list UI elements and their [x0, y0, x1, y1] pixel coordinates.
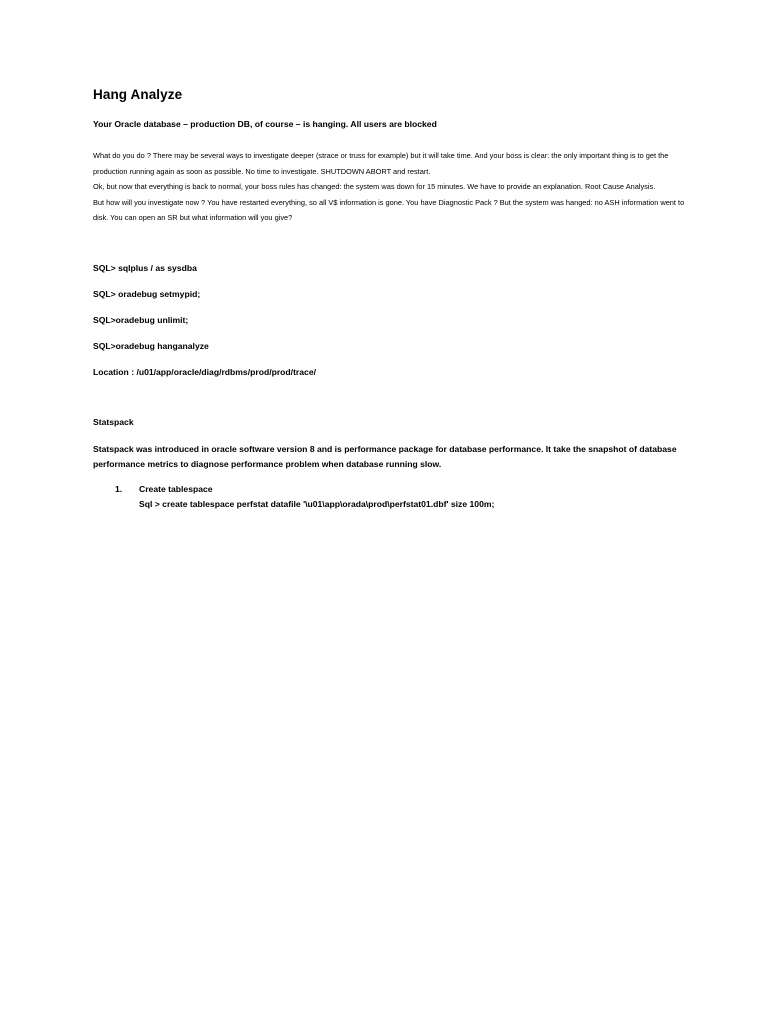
command-line: SQL> sqlplus / as sysdba: [93, 263, 197, 273]
steps-list: [115, 482, 494, 511]
intro-paragraph: What do you do ? There may be several ways to investigate deeper (strace or truss for example) but it will take time. And your boss is clear: the only important thing is to get the production running again as soon as possible. No time to investigate. SHUTDOWN ABORT and restart.: [93, 151, 669, 176]
page-subtitle: Your Oracle database – production DB, of course – is hanging. All users are blocked: [93, 119, 437, 129]
list-item-body: [139, 482, 494, 511]
page-title: Hang Analyze: [93, 87, 183, 102]
list-item-number: 1.: [115, 484, 123, 494]
list-item: [115, 482, 494, 511]
intro-text: [93, 148, 693, 226]
command-line: SQL>oradebug hanganalyze: [93, 341, 209, 351]
intro-paragraph: Ok, but now that everything is back to normal, your boss rules has changed: the system was down for 15 minutes. We have to provide an explanation. Root Cause Analysis.: [93, 182, 656, 191]
command-line: SQL> oradebug setmypid;: [93, 289, 201, 299]
statspack-heading: Statspack: [93, 417, 134, 427]
intro-paragraph: But how will you investigate now ? You have restarted everything, so all V$ information is gone. You have Diagnostic Pack ? But the system was hanged: no ASH information went to disk. You can open an SR but what information will you give?: [93, 197, 685, 222]
command-line: SQL>oradebug unlimit;: [93, 315, 189, 325]
list-item-command: Sql > create tablespace perfstat datafile '\u01\app\orada\prod\perfstat01.dbf' size 100m;: [139, 498, 495, 509]
statspack-description: Statspack was introduced in oracle software version 8 and is performance package for database performance. It take the snapshot of database performance metrics to diagnose performance problem when database running slow.: [93, 444, 677, 469]
list-item-label: Create tablespace: [139, 484, 213, 494]
trace-location: Location : /u01/app/oracle/diag/rdbms/prod/prod/trace/: [93, 367, 316, 377]
